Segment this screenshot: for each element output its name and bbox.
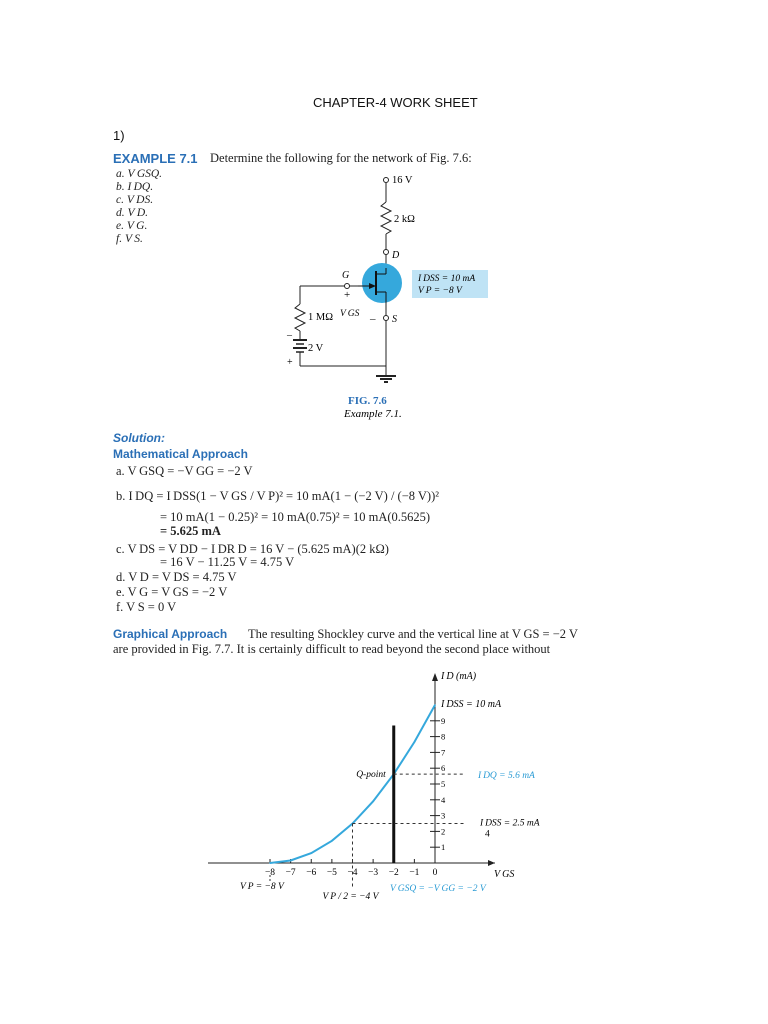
example-list: [116, 168, 162, 246]
s-node-label: S: [392, 314, 397, 325]
vp-half-label: V P / 2 = −4 V: [322, 892, 379, 902]
x-tick-label: −6: [306, 868, 317, 878]
y-tick-label: 9: [441, 715, 446, 726]
list-item: a. V GSQ.: [116, 168, 163, 180]
vdd-label: 16 V: [392, 175, 413, 186]
x-tick-label: −7: [285, 868, 296, 878]
y-tick-label: 8: [441, 731, 446, 742]
y-tick-label: 2: [441, 826, 446, 837]
idss-label: I DSS = 10 mA: [441, 699, 502, 710]
idq-label: I DQ = 5.6 mA: [478, 771, 535, 782]
s-node: [384, 316, 389, 321]
list-item: c. V DS.: [116, 194, 154, 206]
y-tick-label: 7: [441, 747, 446, 758]
vgs-label: V GS: [340, 309, 360, 319]
circuit-diagram: [260, 168, 500, 418]
x-tick-label: −4: [347, 868, 358, 878]
g-node: [345, 284, 350, 289]
qpoint-label: Q-point: [356, 770, 386, 781]
curve-point: [414, 741, 416, 743]
vdd-terminal: [384, 178, 389, 183]
question-number: 1): [113, 128, 125, 143]
solution-b1-left: b. I DQ = I DSS(1 − V GS / V P)²: [116, 489, 283, 503]
graphical-text-1: The resulting Shockley curve and the vertical line at V GS = −2 V: [248, 627, 578, 641]
rg-label: 1 MΩ: [308, 312, 334, 323]
d-node-label: D: [392, 250, 400, 261]
y-tick-label: 6: [441, 763, 446, 774]
shockley-curve: [270, 705, 435, 863]
x-tick-label: −1: [409, 868, 420, 878]
solution-d: d. V D = V DS = 4.75 V: [116, 570, 237, 584]
solution-heading: Solution:: [113, 431, 165, 445]
idss-quarter-label: I DSS = 2.5 mA: [480, 818, 540, 829]
fig-label: FIG. 7.6: [348, 395, 387, 407]
example-prompt: Determine the following for the network of Fig. 7.6:: [210, 151, 472, 165]
list-item: e. V G.: [116, 220, 148, 232]
curve-point: [269, 862, 271, 864]
shockley-chart: [200, 665, 540, 902]
graphical-heading: Graphical Approach: [113, 627, 228, 641]
g-node-label: G: [342, 270, 350, 281]
solution-b2: = 10 mA(1 − 0.25)² = 10 mA(0.75)² = 10 mA(0.5625): [160, 510, 431, 524]
curve-point: [290, 860, 292, 862]
spec-vp: V P = −8 V: [418, 286, 462, 296]
x-tick-label: −5: [326, 868, 337, 878]
graphical-text-2: are provided in Fig. 7.7. It is certainly difficult to read beyond the second place without: [113, 642, 551, 656]
y-tick-label: 3: [441, 810, 446, 821]
curve-point: [331, 840, 333, 842]
page-title: CHAPTER-4 WORK SHEET: [313, 95, 478, 110]
solution-e: e. V G = V GS = −2 V: [116, 585, 228, 599]
y-tick-label: 1: [441, 842, 446, 853]
x-tick-label: −8: [264, 868, 276, 878]
solution-b1-right: = 10 mA(1 − (−2 V) / (−8 V))²: [286, 489, 439, 503]
x-tick-label: −2: [388, 868, 399, 878]
battery-label: 2 V: [308, 343, 324, 354]
y-tick-label: 4: [441, 794, 446, 805]
vgsq-label: V GSQ = −V GG = −2 V: [390, 884, 486, 894]
idss-quarter-den: 4: [485, 829, 490, 840]
jfet-symbol: [362, 263, 402, 303]
y-tick-label: 5: [441, 779, 446, 789]
x-tick-label: 0: [432, 868, 438, 878]
battery-plus: +: [287, 357, 293, 368]
list-item: b. I DQ.: [116, 181, 154, 193]
vp-label: V P = −8 V: [240, 882, 284, 892]
y-axis-arrow: [432, 673, 438, 681]
solution-f: f. V S = 0 V: [116, 600, 177, 614]
spec-idss: I DSS = 10 mA: [418, 274, 476, 284]
solution-c2: = 16 V − 11.25 V = 4.75 V: [160, 555, 295, 569]
rd-label: 2 kΩ: [394, 214, 415, 225]
d-node: [384, 250, 389, 255]
solution-a: a. V GSQ = −V GG = −2 V: [116, 464, 253, 478]
plus-sign: +: [344, 289, 351, 301]
list-item: f. V S.: [116, 233, 143, 245]
x-tick-label: −3: [368, 868, 379, 878]
approach-heading: Mathematical Approach: [113, 447, 248, 461]
rg-resistor: [295, 304, 305, 331]
solution-b3: = 5.625 mA: [160, 524, 221, 538]
list-item: d. V D.: [116, 207, 149, 219]
minus-sign: –: [370, 313, 376, 325]
y-axis-label: I D (mA): [441, 671, 477, 682]
curve-point: [310, 852, 312, 854]
curve-point: [372, 800, 374, 802]
x-axis-label: V GS: [494, 869, 515, 880]
solution-c1: c. V DS = V DD − I DR D = 16 V − (5.625 mA)(2 kΩ): [116, 542, 389, 556]
example-label: EXAMPLE 7.1: [113, 151, 198, 166]
rd-resistor: [381, 202, 391, 234]
curve-point: [434, 704, 436, 706]
x-axis-arrow: [488, 860, 495, 866]
fig-caption: Example 7.1.: [344, 408, 402, 420]
battery-minus: –: [287, 330, 292, 341]
